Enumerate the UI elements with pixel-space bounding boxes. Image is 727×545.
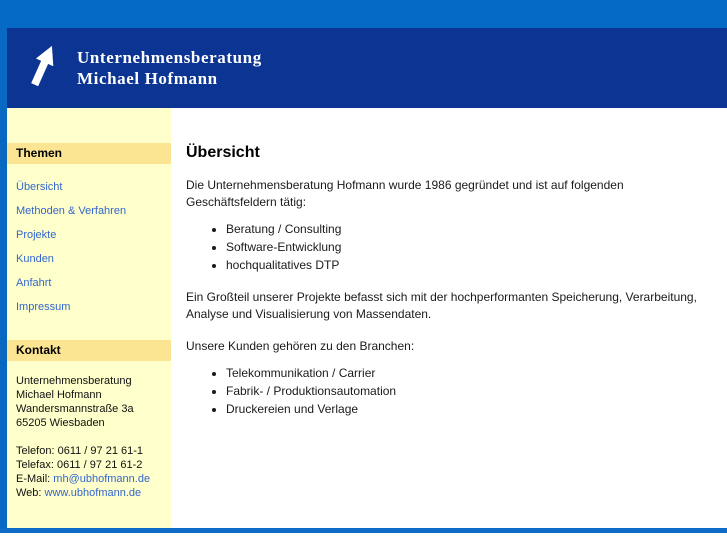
contact-details bbox=[7, 430, 171, 500]
industries-list bbox=[186, 364, 705, 418]
sidebar-nav bbox=[7, 164, 171, 313]
list-item: • Fabrik- / Produktionsautomation bbox=[226, 382, 705, 400]
sidebar-item-anfahrt[interactable]: Anfahrt bbox=[16, 277, 52, 289]
main-content bbox=[171, 108, 727, 528]
customers-paragraph: Unsere Kunden gehören zu den Branchen: bbox=[186, 339, 415, 353]
web-label: Web: bbox=[16, 487, 45, 499]
site-title bbox=[77, 47, 262, 89]
business-fields-list bbox=[186, 220, 705, 274]
sidebar-item-methoden-verfahren[interactable]: Methoden & Verfahren bbox=[16, 205, 127, 217]
content-row bbox=[7, 108, 727, 528]
email-link[interactable]: mh@ubhofmann.de bbox=[53, 473, 151, 485]
arrow-up-right-icon bbox=[25, 41, 61, 96]
left-frame-band bbox=[0, 28, 7, 528]
email-label: E-Mail: bbox=[16, 473, 54, 485]
projects-paragraph: Ein Großteil unserer Projekte befasst sich mit der hochperformanten Speicherung, Verarbeitung, Analyse und Visualisierung von Massendaten. bbox=[186, 290, 697, 321]
address-line-city: 65205 Wiesbaden bbox=[16, 417, 105, 429]
bottom-frame-band bbox=[0, 528, 727, 533]
site-title-line1: Unternehmensberatung bbox=[77, 48, 262, 67]
telefax-label: Telefax: bbox=[16, 459, 57, 471]
telefon-label: Telefon: bbox=[16, 445, 58, 457]
sidebar bbox=[7, 108, 171, 528]
list-item: • hochqualitatives DTP bbox=[226, 256, 705, 274]
list-item: • Software-Entwicklung bbox=[226, 238, 705, 256]
contact-address bbox=[7, 361, 171, 430]
intro-paragraph: Die Unternehmensberatung Hofmann wurde 1986 gegründet und ist auf folgenden Geschäftsfeldern tätig: bbox=[186, 178, 624, 209]
sidebar-heading-themen: Themen bbox=[7, 143, 171, 164]
sidebar-heading-kontakt: Kontakt bbox=[7, 340, 171, 361]
company-logo[interactable] bbox=[23, 40, 63, 96]
page-title: Übersicht bbox=[186, 144, 260, 161]
address-line-street: Wandersmannstraße 3a bbox=[16, 403, 134, 415]
web-link[interactable]: www.ubhofmann.de bbox=[44, 487, 142, 499]
site-title-line2: Michael Hofmann bbox=[77, 69, 218, 88]
sidebar-item-projekte[interactable]: Projekte bbox=[16, 229, 57, 241]
sidebar-item-impressum[interactable]: Impressum bbox=[16, 301, 71, 313]
telefon-value: 0611 / 97 21 61-1 bbox=[57, 445, 144, 457]
telefax-line bbox=[16, 458, 171, 472]
list-item: • Beratung / Consulting bbox=[226, 220, 705, 238]
site-header bbox=[7, 28, 727, 108]
list-item: • Druckereien und Verlage bbox=[226, 400, 705, 418]
telefax-value: 0611 / 97 21 61-2 bbox=[56, 459, 143, 471]
list-item: • Telekommunikation / Carrier bbox=[226, 364, 705, 382]
telefon-line bbox=[16, 444, 171, 458]
address-line-name: Michael Hofmann bbox=[16, 389, 102, 401]
top-frame-band bbox=[0, 0, 727, 28]
web-line bbox=[16, 486, 171, 500]
sidebar-item-kunden[interactable]: Kunden bbox=[16, 253, 54, 265]
sidebar-item-uebersicht[interactable]: Übersicht bbox=[16, 181, 63, 193]
address-line-company: Unternehmensberatung bbox=[16, 375, 132, 387]
email-line bbox=[16, 472, 171, 486]
